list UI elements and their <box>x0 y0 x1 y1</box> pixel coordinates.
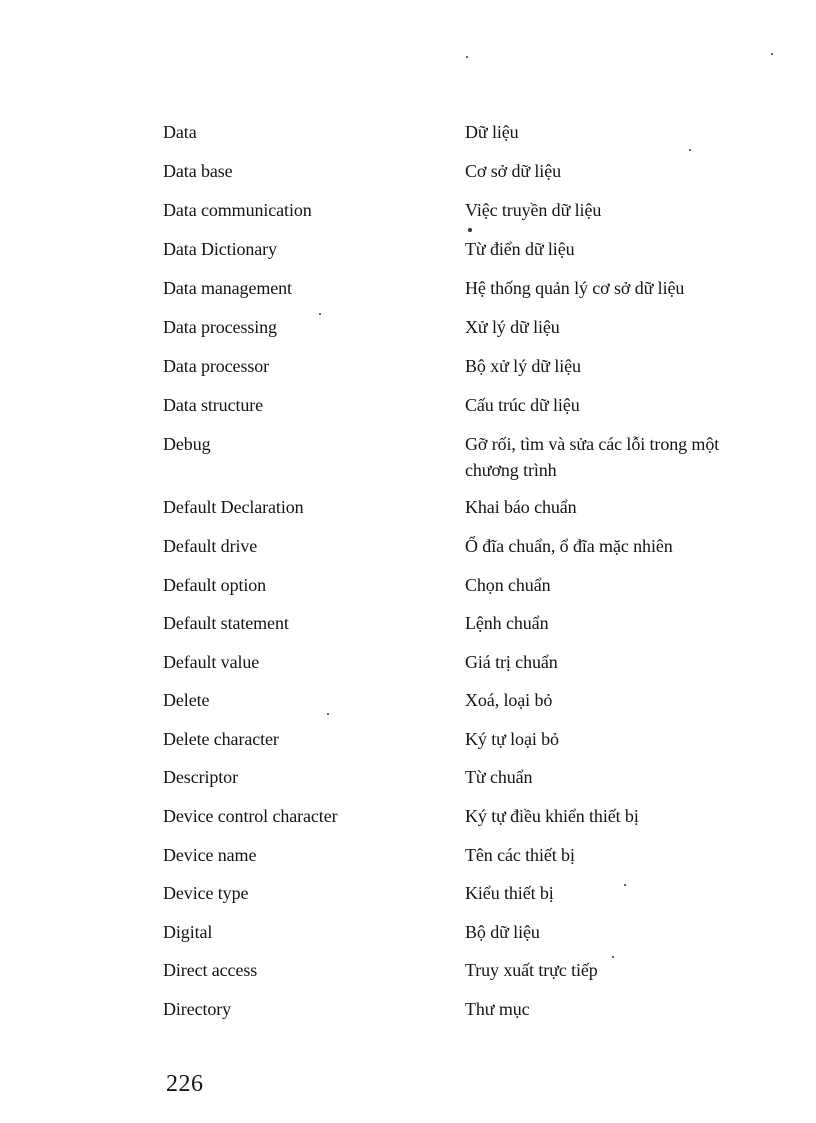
glossary-term: Delete character <box>163 729 279 749</box>
glossary-term: Device control character <box>163 806 338 826</box>
glossary-term: Direct access <box>163 960 258 980</box>
glossary-definition: Từ điển dữ liệu <box>465 239 575 259</box>
glossary-definition: Gỡ rối, tìm và sửa các lỗi trong một chương trình <box>465 434 720 480</box>
glossary-term: Data processor <box>163 356 270 376</box>
glossary-term: Data <box>163 122 197 142</box>
glossary-term: Directory <box>163 999 232 1019</box>
scan-speck <box>466 56 468 58</box>
scan-speck <box>327 713 329 715</box>
glossary-definition: Thư mục <box>465 999 530 1019</box>
glossary-definition: Kiểu thiết bị <box>465 883 554 903</box>
glossary-term: Default statement <box>163 613 289 633</box>
glossary-term: Data management <box>163 278 292 298</box>
glossary-term: Default drive <box>163 536 258 556</box>
glossary-definition: Lệnh chuẩn <box>465 613 549 633</box>
glossary-definition: Khai báo chuẩn <box>465 497 577 517</box>
glossary-term: Debug <box>163 434 211 454</box>
glossary-term: Data communication <box>163 200 312 220</box>
glossary-term: Descriptor <box>163 767 238 787</box>
glossary-term: Default option <box>163 575 267 595</box>
glossary-definition: Giá trị chuẩn <box>465 652 558 672</box>
glossary-definition: Chọn chuẩn <box>465 575 551 595</box>
glossary-definition: Cấu trúc dữ liệu <box>465 395 580 415</box>
glossary-definition: Ký tự điều khiển thiết bị <box>465 806 639 826</box>
scan-speck <box>771 53 773 55</box>
glossary-term: Device type <box>163 883 249 903</box>
glossary-definition: Hệ thống quản lý cơ sở dữ liệu <box>465 278 685 298</box>
glossary-term: Data Dictionary <box>163 239 277 259</box>
page-number: 226 <box>166 1071 204 1097</box>
glossary-definition: Ổ đĩa chuẩn, ổ đĩa mặc nhiên <box>465 536 673 556</box>
glossary-term: Default Declaration <box>163 497 304 517</box>
glossary-term: Default value <box>163 652 260 672</box>
glossary-term: Data structure <box>163 395 264 415</box>
glossary-term: Data processing <box>163 317 277 337</box>
glossary-definition: Ký tự loại bỏ <box>465 729 559 749</box>
glossary-term: Device name <box>163 845 257 865</box>
glossary-definition: Tên các thiết bị <box>465 845 575 865</box>
scan-speck <box>319 313 321 315</box>
glossary-term: Digital <box>163 922 213 942</box>
glossary-definition: Cơ sở dữ liệu <box>465 161 561 181</box>
glossary-term: Delete <box>163 690 210 710</box>
glossary-definition: Từ chuẩn <box>465 767 533 787</box>
glossary-definition: Bộ dữ liệu <box>465 922 540 942</box>
glossary-definition: Việc truyền dữ liệu <box>465 200 602 220</box>
glossary-definition: Xoá, loại bỏ <box>465 690 553 710</box>
glossary-definition: Truy xuất trực tiếp <box>465 960 598 980</box>
scan-speck <box>468 228 472 232</box>
scan-speck <box>689 149 691 151</box>
glossary-definition: Xử lý dữ liệu <box>465 317 560 337</box>
glossary-definition: Bộ xử lý dữ liệu <box>465 356 581 376</box>
glossary-definition: Dữ liệu <box>465 122 519 142</box>
glossary-term: Data base <box>163 161 233 181</box>
